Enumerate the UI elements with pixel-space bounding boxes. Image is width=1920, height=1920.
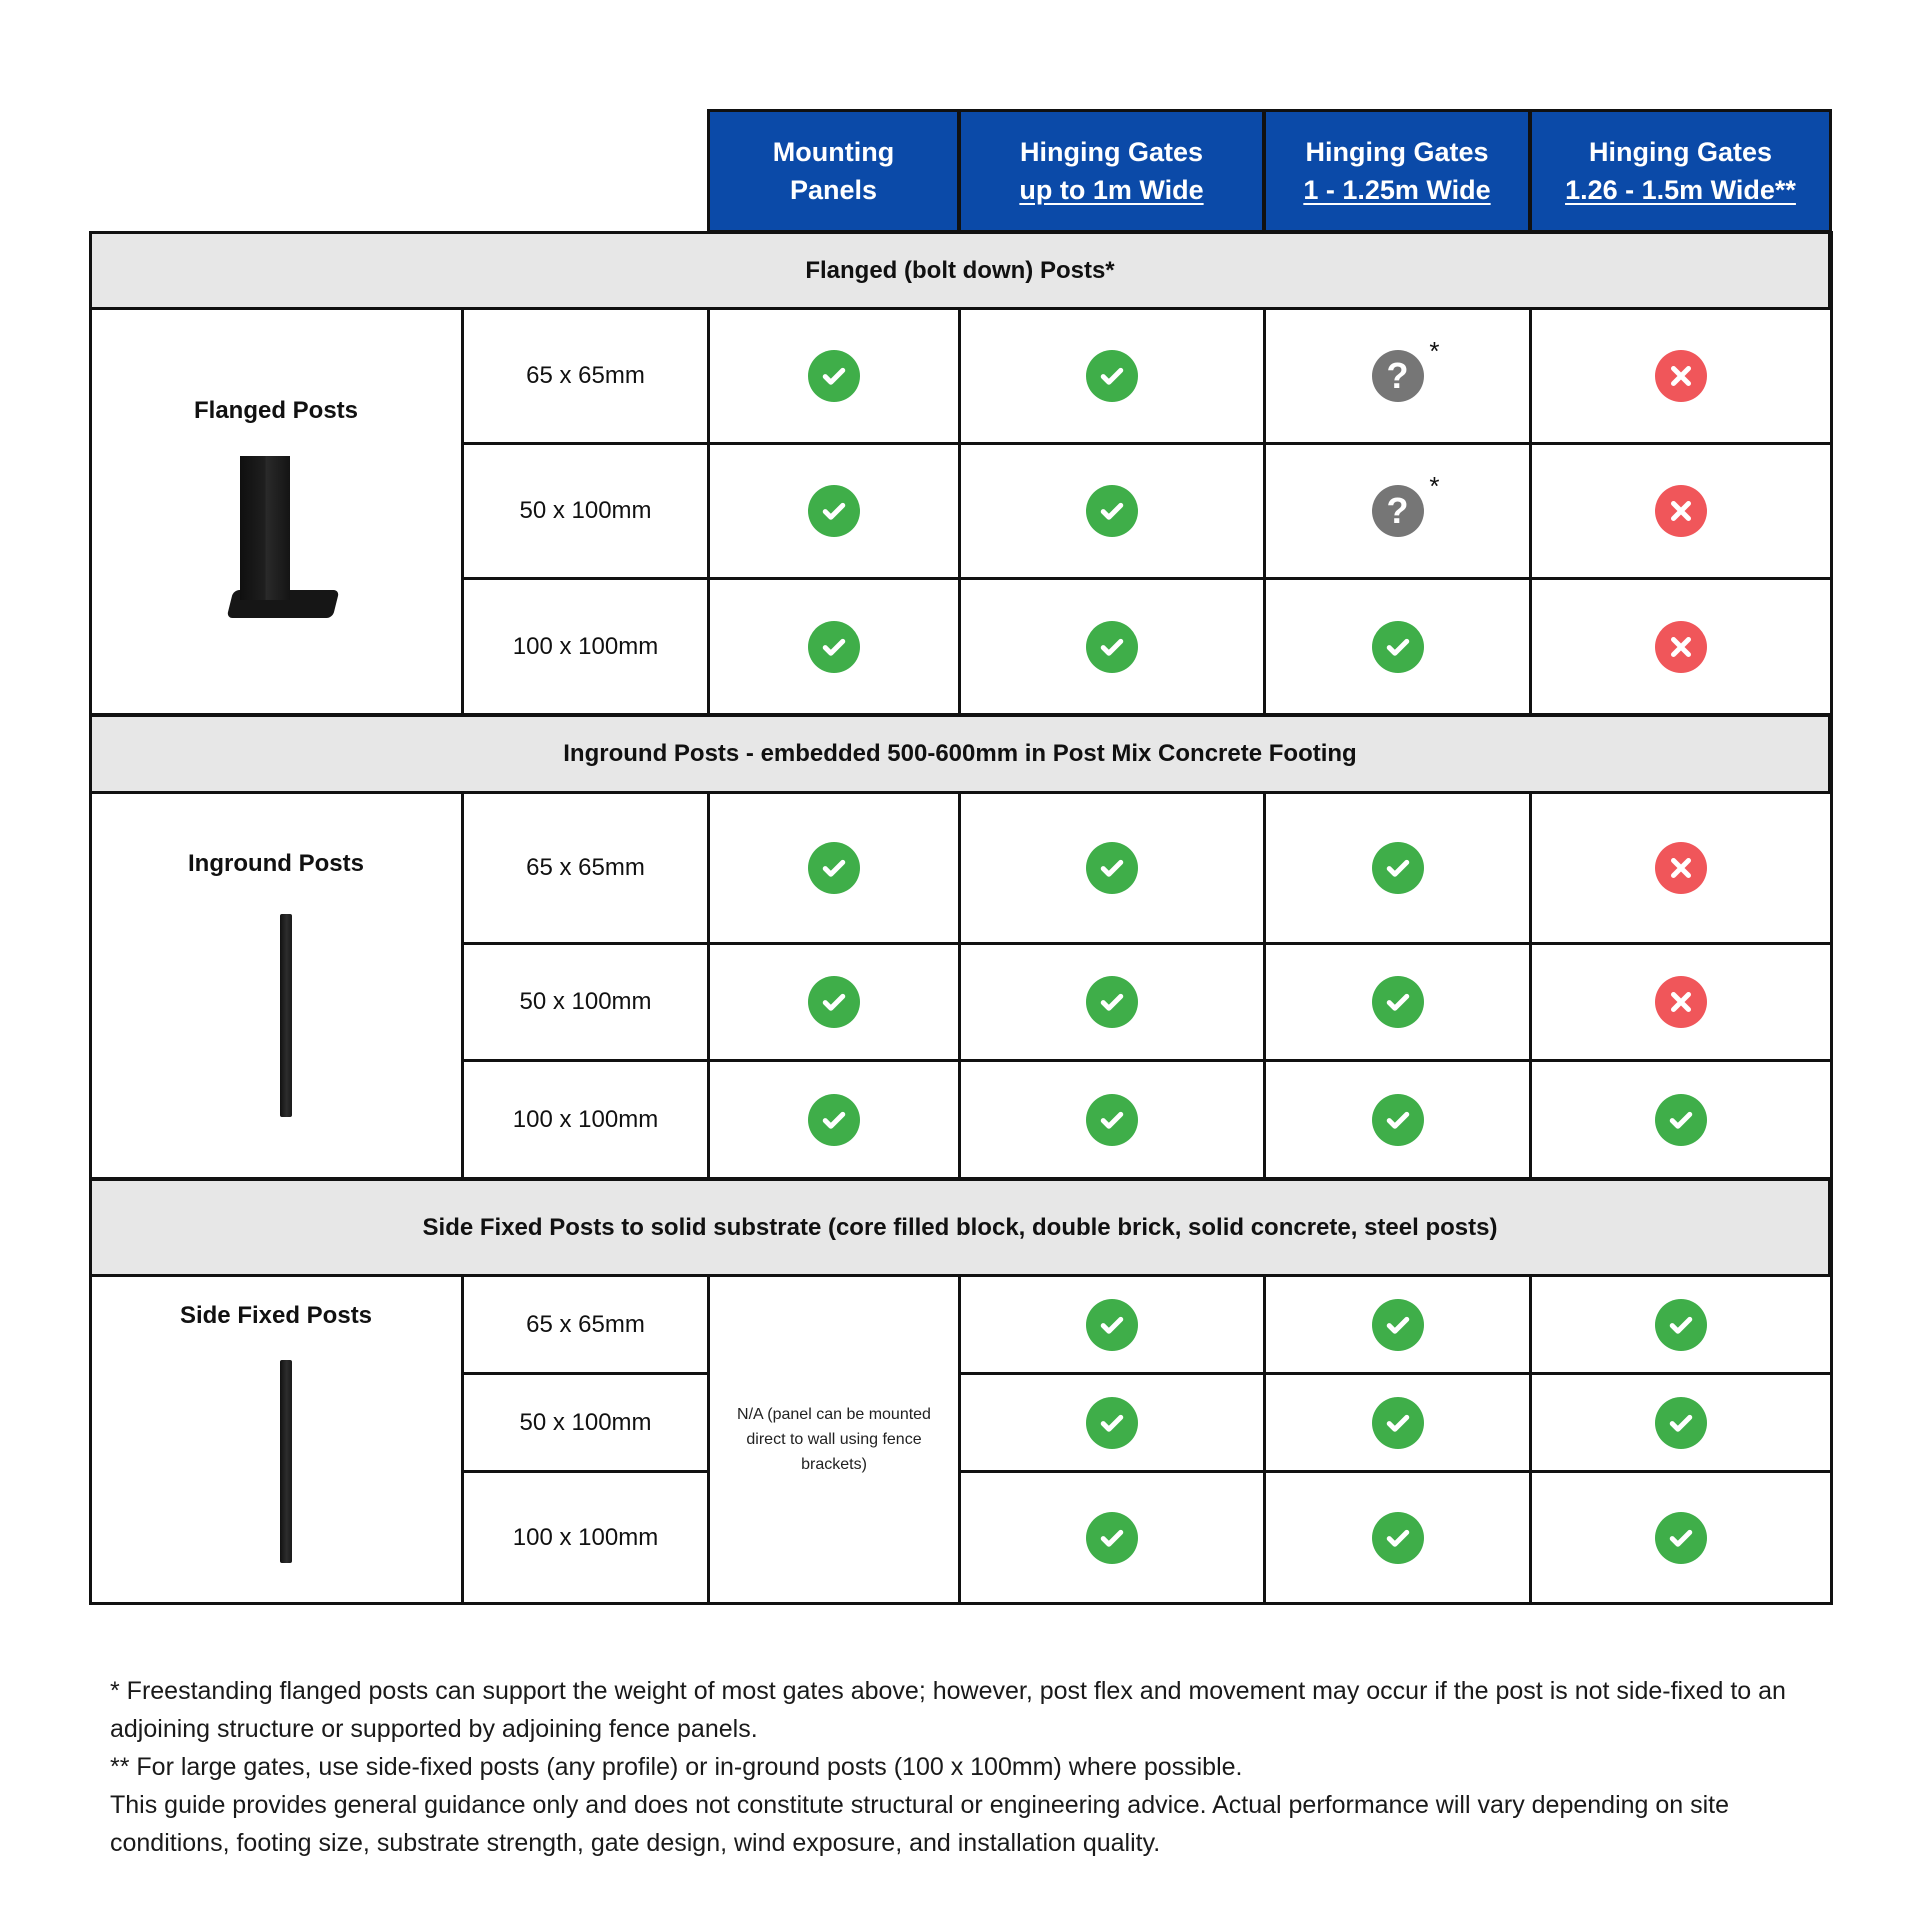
x-circle-icon [1655, 976, 1707, 1028]
rating-cell [708, 443, 960, 579]
size-label: 50 x 100mm [519, 1408, 652, 1436]
x-circle-icon [1655, 842, 1707, 894]
footnote-single-asterisk: * Freestanding flanged posts can support the weight of most gates above; however, post flex and movement may occur if the post is not side-fixed to an adjoining structure or supported by adjoining fence panels. [110, 1677, 1786, 1743]
column-header [1529, 109, 1832, 233]
x-circle-icon [1655, 621, 1707, 673]
rating-cell [708, 1060, 960, 1179]
check-circle-icon [1086, 976, 1138, 1028]
size-label: 100 x 100mm [512, 1105, 659, 1133]
post-type-cell [89, 1275, 463, 1604]
section-title: Side Fixed Posts to solid substrate (core filled block, double brick, solid concrete, steel posts) [89, 1178, 1831, 1277]
rating-cell [959, 1275, 1265, 1374]
column-header-line1: Hinging Gates [1305, 137, 1489, 167]
rating-cell [959, 943, 1265, 1061]
check-circle-icon [1086, 350, 1138, 402]
rating-cell [708, 792, 960, 944]
mounting-na-note: N/A (panel can be mounted direct to wall using fence brackets) [737, 1406, 931, 1473]
rating-cell [1530, 792, 1832, 944]
mounting-na-cell [708, 1275, 960, 1604]
check-circle-icon [808, 1094, 860, 1146]
rating-cell [1264, 792, 1531, 944]
rating-cell [1530, 578, 1832, 715]
footnote-disclaimer: This guide provides general guidance only and does not constitute structural or engineering advice. Actual performance will vary depending on site conditions, footing size, substrate strength, gate design, wind exposure, and installation quality. [110, 1791, 1730, 1857]
rating-cell [1530, 1373, 1832, 1472]
rating-cell [959, 578, 1265, 715]
size-cell [462, 1373, 709, 1472]
size-label: 50 x 100mm [519, 497, 652, 524]
rating-cell [1530, 1471, 1832, 1604]
post-type-label: Flanged Posts [193, 397, 359, 424]
column-header [707, 109, 960, 233]
check-circle-icon [808, 485, 860, 537]
rating-cell [1264, 578, 1531, 715]
check-circle-icon [1372, 1512, 1424, 1564]
size-cell [462, 308, 709, 444]
footnotes [110, 1672, 1850, 1862]
check-circle-icon [808, 976, 860, 1028]
rating-cell [1530, 443, 1832, 579]
size-cell [462, 443, 709, 579]
column-header-line2: 1.26 - 1.5m Wide** [1565, 175, 1796, 205]
post-type-cell [89, 792, 463, 1179]
section-title: Flanged (bolt down) Posts* [89, 231, 1831, 310]
size-cell [462, 792, 709, 944]
check-circle-icon [1372, 1397, 1424, 1449]
asterisk-note: * [1429, 336, 1440, 366]
rating-cell [708, 943, 960, 1061]
check-circle-icon [808, 350, 860, 402]
rating-cell [959, 1471, 1265, 1604]
size-label: 65 x 65mm [526, 362, 645, 389]
size-cell [462, 578, 709, 715]
rating-cell [1264, 1373, 1531, 1472]
column-header-line1: Hinging Gates [1588, 137, 1772, 167]
check-circle-icon [1372, 621, 1424, 673]
check-circle-icon [1086, 621, 1138, 673]
question-mark: ? [1386, 355, 1409, 396]
column-header-line2: up to 1m Wide [1019, 175, 1204, 205]
rating-cell [1264, 308, 1531, 444]
rating-cell [1264, 943, 1531, 1061]
rating-cell [1530, 1275, 1832, 1374]
check-circle-icon [1086, 1512, 1138, 1564]
check-circle-icon [1655, 1512, 1707, 1564]
column-header [1263, 109, 1531, 233]
check-circle-icon [1086, 842, 1138, 894]
rating-cell [959, 308, 1265, 444]
x-circle-icon [1655, 485, 1707, 537]
post-column [280, 1360, 292, 1563]
check-circle-icon [1655, 1094, 1707, 1146]
asterisk-note: * [1429, 471, 1440, 501]
rating-cell [1264, 443, 1531, 579]
check-circle-icon [1655, 1299, 1707, 1351]
post-column [240, 456, 290, 600]
rating-cell [708, 308, 960, 444]
column-header [958, 109, 1265, 233]
column-header-line2: 1 - 1.25m Wide [1303, 175, 1491, 205]
check-circle-icon [1086, 485, 1138, 537]
column-header-line2: Panels [789, 175, 878, 205]
check-circle-icon [808, 621, 860, 673]
check-circle-icon [1655, 1397, 1707, 1449]
size-label: 100 x 100mm [512, 1523, 659, 1551]
check-circle-icon [1372, 1299, 1424, 1351]
rating-cell [1264, 1471, 1531, 1604]
size-label: 50 x 100mm [519, 988, 652, 1015]
rating-cell [708, 578, 960, 715]
rating-cell [959, 792, 1265, 944]
rating-cell [1264, 1275, 1531, 1374]
rating-cell [959, 1060, 1265, 1179]
check-circle-icon [1086, 1397, 1138, 1449]
rating-cell [959, 1373, 1265, 1472]
post-type-label: Inground Posts [188, 850, 364, 877]
footnote-double-asterisk: ** For large gates, use side-fixed posts (any profile) or in-ground posts (100 x 100mm) where possible. [110, 1753, 1243, 1781]
check-circle-icon [1086, 1094, 1138, 1146]
size-label: 65 x 65mm [526, 854, 645, 881]
check-circle-icon [808, 842, 860, 894]
size-cell [462, 1060, 709, 1179]
column-header-line1: Hinging Gates [1019, 137, 1203, 167]
x-circle-icon [1655, 350, 1707, 402]
size-label: 100 x 100mm [512, 632, 659, 660]
rating-cell [1264, 1060, 1531, 1179]
size-cell [462, 943, 709, 1061]
section-title: Inground Posts - embedded 500-600mm in Post Mix Concrete Footing [89, 714, 1831, 794]
check-circle-icon [1372, 1094, 1424, 1146]
column-header-line1: Mounting [772, 137, 895, 167]
rating-cell [1530, 943, 1832, 1061]
rating-cell [1530, 308, 1832, 444]
post-type-label: Side Fixed Posts [179, 1302, 373, 1329]
check-circle-icon [1372, 842, 1424, 894]
question-circle-icon [1372, 471, 1440, 537]
size-cell [462, 1275, 709, 1374]
question-mark: ? [1386, 490, 1409, 531]
post-column [280, 914, 292, 1117]
rating-cell [959, 443, 1265, 579]
check-circle-icon [1372, 976, 1424, 1028]
size-label: 65 x 65mm [526, 1310, 645, 1338]
check-circle-icon [1086, 1299, 1138, 1351]
question-circle-icon [1372, 336, 1440, 402]
rating-cell [1530, 1060, 1832, 1179]
size-cell [462, 1471, 709, 1604]
